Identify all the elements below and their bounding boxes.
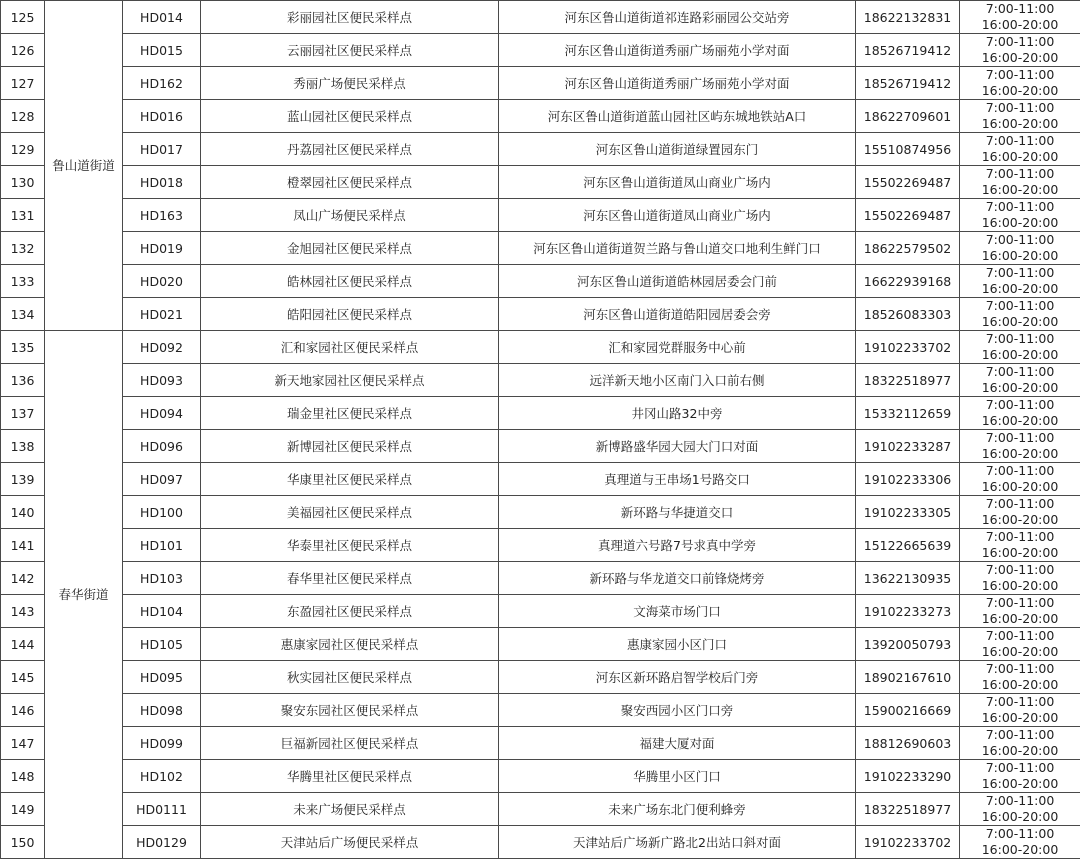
row-number: 150 [1,826,45,859]
site-address: 惠康家园小区门口 [499,628,856,661]
table-row [1,364,1080,397]
table-row [1,232,1080,265]
hours-morning: 7:00-11:00 [960,133,1080,149]
contact-phone: 19102233305 [856,496,960,529]
contact-phone: 18622579502 [856,232,960,265]
hours-morning: 7:00-11:00 [960,529,1080,545]
hours-morning: 7:00-11:00 [960,265,1080,281]
opening-hours [960,298,1080,331]
hours-afternoon: 16:00-20:00 [960,743,1080,759]
site-address: 新博路盛华园大园大门口对面 [499,430,856,463]
row-number: 125 [1,1,45,34]
table-row [1,496,1080,529]
site-code: HD101 [123,529,201,562]
site-address: 河东区鲁山道街道皓林园居委会门前 [499,265,856,298]
row-number: 144 [1,628,45,661]
contact-phone: 15502269487 [856,166,960,199]
hours-morning: 7:00-11:00 [960,166,1080,182]
site-code: HD163 [123,199,201,232]
table-row [1,1,1080,34]
street-name: 春华街道 [45,331,123,859]
table-row [1,430,1080,463]
hours-morning: 7:00-11:00 [960,760,1080,776]
contact-phone: 18622132831 [856,1,960,34]
opening-hours [960,34,1080,67]
site-code: HD016 [123,100,201,133]
row-number: 137 [1,397,45,430]
site-address: 新环路与华龙道交口前锋烧烤旁 [499,562,856,595]
hours-morning: 7:00-11:00 [960,232,1080,248]
table-row [1,298,1080,331]
row-number: 126 [1,34,45,67]
contact-phone: 13622130935 [856,562,960,595]
table-row [1,166,1080,199]
row-number: 136 [1,364,45,397]
site-address: 河东区鲁山道街道皓阳园居委会旁 [499,298,856,331]
hours-morning: 7:00-11:00 [960,67,1080,83]
row-number: 133 [1,265,45,298]
opening-hours [960,727,1080,760]
opening-hours [960,826,1080,859]
site-name: 天津站后广场便民采样点 [201,826,499,859]
contact-phone: 13920050793 [856,628,960,661]
hours-afternoon: 16:00-20:00 [960,842,1080,858]
table-row [1,694,1080,727]
site-address: 新环路与华捷道交口 [499,496,856,529]
row-number: 127 [1,67,45,100]
row-number: 128 [1,100,45,133]
contact-phone: 19102233287 [856,430,960,463]
hours-afternoon: 16:00-20:00 [960,347,1080,363]
contact-phone: 18902167610 [856,661,960,694]
opening-hours [960,397,1080,430]
opening-hours [960,430,1080,463]
row-number: 143 [1,595,45,628]
hours-morning: 7:00-11:00 [960,397,1080,413]
hours-afternoon: 16:00-20:00 [960,644,1080,660]
row-number: 129 [1,133,45,166]
hours-morning: 7:00-11:00 [960,34,1080,50]
opening-hours [960,760,1080,793]
site-name: 凤山广场便民采样点 [201,199,499,232]
hours-morning: 7:00-11:00 [960,1,1080,17]
site-address: 真理道与王串场1号路交口 [499,463,856,496]
hours-afternoon: 16:00-20:00 [960,380,1080,396]
hours-afternoon: 16:00-20:00 [960,83,1080,99]
site-code: HD098 [123,694,201,727]
table-row [1,397,1080,430]
site-code: HD097 [123,463,201,496]
opening-hours [960,265,1080,298]
site-name: 新博园社区便民采样点 [201,430,499,463]
contact-phone: 19102233306 [856,463,960,496]
site-address: 河东区鲁山道街道秀丽广场丽苑小学对面 [499,67,856,100]
opening-hours [960,628,1080,661]
row-number: 130 [1,166,45,199]
contact-phone: 19102233702 [856,331,960,364]
site-code: HD018 [123,166,201,199]
site-name: 未来广场便民采样点 [201,793,499,826]
contact-phone: 18322518977 [856,793,960,826]
table-row [1,595,1080,628]
hours-morning: 7:00-11:00 [960,496,1080,512]
site-code: HD093 [123,364,201,397]
hours-afternoon: 16:00-20:00 [960,809,1080,825]
hours-afternoon: 16:00-20:00 [960,248,1080,264]
site-code: HD014 [123,1,201,34]
site-name: 橙翠园社区便民采样点 [201,166,499,199]
site-address: 河东区鲁山道街道蓝山园社区屿东城地铁站A口 [499,100,856,133]
hours-afternoon: 16:00-20:00 [960,215,1080,231]
site-address: 河东区鲁山道街道祁连路彩丽园公交站旁 [499,1,856,34]
table-row [1,793,1080,826]
site-code: HD100 [123,496,201,529]
row-number: 134 [1,298,45,331]
contact-phone: 18526083303 [856,298,960,331]
contact-phone: 18622709601 [856,100,960,133]
site-name: 华康里社区便民采样点 [201,463,499,496]
contact-phone: 15122665639 [856,529,960,562]
site-code: HD099 [123,727,201,760]
site-code: HD096 [123,430,201,463]
table-row [1,826,1080,859]
site-code: HD0129 [123,826,201,859]
row-number: 142 [1,562,45,595]
row-number: 140 [1,496,45,529]
opening-hours [960,529,1080,562]
contact-phone: 18526719412 [856,67,960,100]
site-code: HD015 [123,34,201,67]
hours-afternoon: 16:00-20:00 [960,545,1080,561]
hours-afternoon: 16:00-20:00 [960,314,1080,330]
hours-afternoon: 16:00-20:00 [960,512,1080,528]
table-row [1,199,1080,232]
row-number: 135 [1,331,45,364]
table-body [1,1,1080,859]
site-address: 天津站后广场新广路北2出站口斜对面 [499,826,856,859]
hours-afternoon: 16:00-20:00 [960,578,1080,594]
site-code: HD095 [123,661,201,694]
row-number: 138 [1,430,45,463]
site-name: 皓阳园社区便民采样点 [201,298,499,331]
site-code: HD094 [123,397,201,430]
contact-phone: 15510874956 [856,133,960,166]
hours-afternoon: 16:00-20:00 [960,182,1080,198]
site-name: 秋实园社区便民采样点 [201,661,499,694]
table-row [1,331,1080,364]
hours-afternoon: 16:00-20:00 [960,611,1080,627]
hours-morning: 7:00-11:00 [960,694,1080,710]
opening-hours [960,166,1080,199]
opening-hours [960,364,1080,397]
site-name: 华泰里社区便民采样点 [201,529,499,562]
site-code: HD103 [123,562,201,595]
contact-phone: 19102233273 [856,595,960,628]
site-address: 河东区鲁山道街道绿置园东门 [499,133,856,166]
site-address: 井冈山路32中旁 [499,397,856,430]
site-address: 远洋新天地小区南门入口前右侧 [499,364,856,397]
hours-afternoon: 16:00-20:00 [960,17,1080,33]
row-number: 146 [1,694,45,727]
table-row [1,760,1080,793]
contact-phone: 15332112659 [856,397,960,430]
hours-morning: 7:00-11:00 [960,826,1080,842]
site-code: HD105 [123,628,201,661]
site-code: HD021 [123,298,201,331]
table-row [1,727,1080,760]
site-address: 汇和家园党群服务中心前 [499,331,856,364]
opening-hours [960,199,1080,232]
row-number: 149 [1,793,45,826]
hours-morning: 7:00-11:00 [960,595,1080,611]
site-code: HD0111 [123,793,201,826]
contact-phone: 18322518977 [856,364,960,397]
opening-hours [960,463,1080,496]
site-name: 巨福新园社区便民采样点 [201,727,499,760]
opening-hours [960,496,1080,529]
hours-morning: 7:00-11:00 [960,463,1080,479]
row-number: 132 [1,232,45,265]
site-name: 皓林园社区便民采样点 [201,265,499,298]
hours-morning: 7:00-11:00 [960,298,1080,314]
hours-morning: 7:00-11:00 [960,430,1080,446]
contact-phone: 19102233290 [856,760,960,793]
site-name: 东盈园社区便民采样点 [201,595,499,628]
row-number: 131 [1,199,45,232]
site-code: HD019 [123,232,201,265]
site-address: 河东区鲁山道街道凤山商业广场内 [499,199,856,232]
site-code: HD104 [123,595,201,628]
hours-afternoon: 16:00-20:00 [960,50,1080,66]
site-code: HD092 [123,331,201,364]
hours-morning: 7:00-11:00 [960,331,1080,347]
site-name: 瑞金里社区便民采样点 [201,397,499,430]
hours-morning: 7:00-11:00 [960,364,1080,380]
hours-afternoon: 16:00-20:00 [960,776,1080,792]
site-code: HD162 [123,67,201,100]
site-address: 河东区鲁山道街道贺兰路与鲁山道交口地利生鲜门口 [499,232,856,265]
site-address: 真理道六号路7号求真中学旁 [499,529,856,562]
site-name: 金旭园社区便民采样点 [201,232,499,265]
hours-morning: 7:00-11:00 [960,562,1080,578]
hours-morning: 7:00-11:00 [960,661,1080,677]
table-row [1,463,1080,496]
site-code: HD020 [123,265,201,298]
hours-morning: 7:00-11:00 [960,628,1080,644]
site-name: 云丽园社区便民采样点 [201,34,499,67]
opening-hours [960,595,1080,628]
table-row [1,133,1080,166]
site-name: 新天地家园社区便民采样点 [201,364,499,397]
site-code: HD102 [123,760,201,793]
table-row [1,628,1080,661]
site-name: 彩丽园社区便民采样点 [201,1,499,34]
opening-hours [960,1,1080,34]
site-name: 华腾里社区便民采样点 [201,760,499,793]
site-name: 丹荔园社区便民采样点 [201,133,499,166]
site-name: 蓝山园社区便民采样点 [201,100,499,133]
table-row [1,661,1080,694]
site-name: 聚安东园社区便民采样点 [201,694,499,727]
hours-afternoon: 16:00-20:00 [960,281,1080,297]
contact-phone: 15900216669 [856,694,960,727]
opening-hours [960,67,1080,100]
site-name: 惠康家园社区便民采样点 [201,628,499,661]
site-name: 秀丽广场便民采样点 [201,67,499,100]
hours-afternoon: 16:00-20:00 [960,149,1080,165]
opening-hours [960,562,1080,595]
site-address: 福建大厦对面 [499,727,856,760]
opening-hours [960,100,1080,133]
site-address: 聚安西园小区门口旁 [499,694,856,727]
site-name: 汇和家园社区便民采样点 [201,331,499,364]
hours-afternoon: 16:00-20:00 [960,710,1080,726]
site-address: 河东区鲁山道街道凤山商业广场内 [499,166,856,199]
contact-phone: 18812690603 [856,727,960,760]
contact-phone: 18526719412 [856,34,960,67]
street-name: 鲁山道街道 [45,1,123,331]
table-row [1,34,1080,67]
row-number: 145 [1,661,45,694]
hours-morning: 7:00-11:00 [960,100,1080,116]
opening-hours [960,232,1080,265]
opening-hours [960,133,1080,166]
hours-morning: 7:00-11:00 [960,727,1080,743]
site-address: 未来广场东北门便利蜂旁 [499,793,856,826]
site-address: 华腾里小区门口 [499,760,856,793]
site-name: 春华里社区便民采样点 [201,562,499,595]
site-address: 河东区新环路启智学校后门旁 [499,661,856,694]
table-row [1,265,1080,298]
hours-afternoon: 16:00-20:00 [960,677,1080,693]
site-address: 文海菜市场门口 [499,595,856,628]
hours-afternoon: 16:00-20:00 [960,116,1080,132]
row-number: 147 [1,727,45,760]
table-row [1,529,1080,562]
table-row [1,100,1080,133]
row-number: 139 [1,463,45,496]
site-name: 美福园社区便民采样点 [201,496,499,529]
hours-morning: 7:00-11:00 [960,793,1080,809]
hours-afternoon: 16:00-20:00 [960,479,1080,495]
table-row [1,562,1080,595]
row-number: 148 [1,760,45,793]
contact-phone: 15502269487 [856,199,960,232]
opening-hours [960,661,1080,694]
contact-phone: 16622939168 [856,265,960,298]
opening-hours [960,793,1080,826]
hours-afternoon: 16:00-20:00 [960,413,1080,429]
site-code: HD017 [123,133,201,166]
table-row [1,67,1080,100]
hours-morning: 7:00-11:00 [960,199,1080,215]
contact-phone: 19102233702 [856,826,960,859]
row-number: 141 [1,529,45,562]
opening-hours [960,694,1080,727]
site-address: 河东区鲁山道街道秀丽广场丽苑小学对面 [499,34,856,67]
opening-hours [960,331,1080,364]
hours-afternoon: 16:00-20:00 [960,446,1080,462]
